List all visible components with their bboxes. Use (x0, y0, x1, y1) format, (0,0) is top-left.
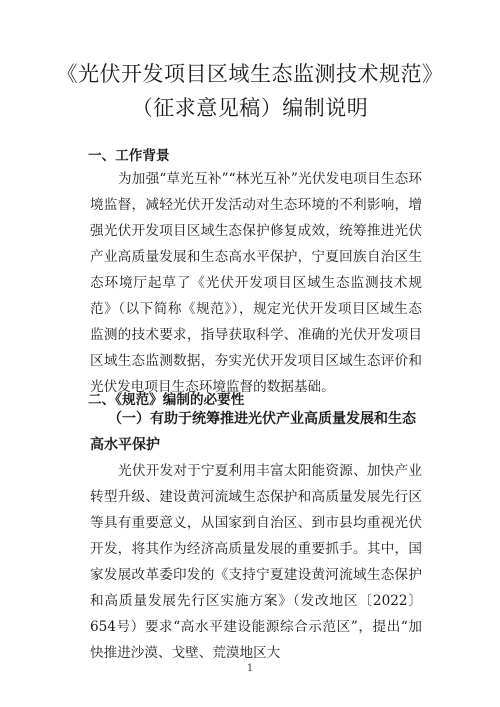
document-title-line-1: 《光伏开发项目区域生态监测技术规范》 (56, 62, 444, 86)
subsection-heading-1: （一）有助于统筹推进光伏产业高质量发展和生态高水平保护 (90, 411, 416, 453)
section-heading-background: 一、工作背景 (88, 148, 170, 164)
page-number: 1 (246, 663, 254, 674)
document-title-line-2: （征求意见稿）编制说明 (131, 96, 369, 120)
subsection-1-paragraph: 光伏开发对于宁夏利用丰富太阳能资源、加快产业转型升级、建设黄河流域生态保护和高质量发展先行区等具有重要意义，从国家到自治区、到市县均重视光伏开发，将其作为经济高质量发展的重要抓手。其中，国家发展改革委印发的《支持宁夏建设黄河流域生态保护和高质量发展先行区实施方案》（发改地区〔2022〕654号）要求“高水平建设能源综合示范区”，提出“加快推进沙漠、戈壁、荒漠地区大 (90, 463, 422, 661)
background-paragraph: 为加强“草光互补”“林光互补”光伏发电项目生态环境监督，减轻光伏开发活动对生态环境的不利影响，增强光伏开发项目区域生态保护修复成效，统筹推进光伏产业高质量发展和生态高水平保护，宁夏回族自治区生态环境厅起草了《光伏开发项目区域生态监测技术规范》（以下简称《规范》），规定光伏开发项目区域生态监测的技术要求，指导获取科学、准确的光伏开发项目区域生态监测数据，夯实光伏开发项目区域生态评价和光伏发电项目生态环境监督的数据基础。 (90, 171, 422, 395)
section-heading-necessity: 二、《规范》编制的必要性 (88, 392, 245, 408)
